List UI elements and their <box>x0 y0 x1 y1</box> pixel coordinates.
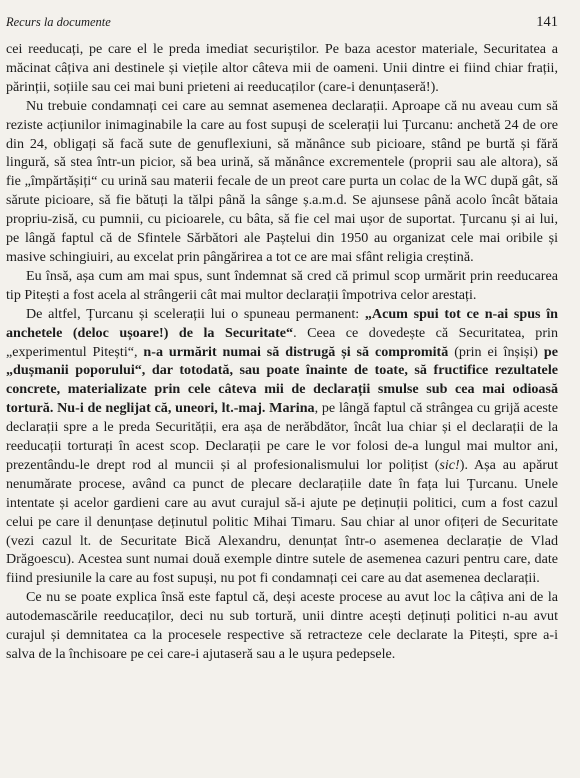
running-header <box>6 14 558 40</box>
text-segment: Ce nu se poate explica însă este faptul că, deși aceste procese au avut loc la câțiva ani de la autodemascările reeducaților, deci nu sub tortură, unii dintre acești deținuți politici n-au avut curajul și demnitatea ca la procesele respective să retracteze cele declarate la Pitești, spre a-i salva de la închisoare pe cei care-i ajutaseră sau a le ușura pedepsele. <box>6 589 558 662</box>
paragraph-p4 <box>6 305 558 589</box>
paragraph-p3 <box>6 267 558 305</box>
text-segment: n-a urmărit numai să distrugă și să compromită <box>143 343 449 360</box>
paragraph-p2 <box>6 97 558 267</box>
paragraph-p1 <box>6 40 558 97</box>
page-number: 141 <box>536 14 558 30</box>
text-segment: pe „dușmanii poporului“, dar totodată, sau poate înainte de toate, să fructifice rezultatele concrete, materializate prin cele câteva mii de declarații smulse sub cea mai odioasă tortură. Nu-i de neglijat că, uneori, lt.-maj. Marina <box>6 343 558 417</box>
running-title: Recurs la documente <box>6 15 111 29</box>
text-segment: De altfel, Țurcanu și scelerații lui o spuneau permanent: <box>26 305 365 322</box>
text-segment: ). Așa au apărut nenumărate procese, având ca punct de plecare declarațiile date în fața lui Țurcanu. Unele intentate și acelor gardieni care au avut curajul să-i ajute pe deținuții politici, cum a fost cazul celui pe care il denunțase deținutul politic Mihai Timaru. Sau chiar al unor ofițeri de Securitate (vezi cazul lt. de Securitate Bică Alexandru, denunțat într-o asemenea declarație de Vlad Drăgoescu). Acestea sunt numai două exemple dintre sutele de asemenea cazuri pentru care, date fiind presiunile la care au fost supuși, nu pot fi condamnați cei care au dat asemenea declarații. <box>6 456 558 587</box>
text-segment: , pe lângă faptul că strângea cu grijă aceste declarații spre a le preda Securității, era așa de nerăbdător, încât lua chiar și el declarații de la reeducații torturați în acest scop. Declarații pe care le vor folosi de-a lungul mai multor ani, prezentându-le drept rod al muncii și al profesionalismului lor polițist ( <box>6 400 558 473</box>
text-segment: Eu însă, așa cum am mai spus, sunt îndemnat să cred că primul scop urmărit prin reeducarea tip Pitești a fost acela al strângerii cât mai multor declarații împotriva celor arestați. <box>6 267 558 303</box>
text-segment: . Ceea ce dovedește că Securitatea, prin „experimentul Pitești“, <box>6 324 559 360</box>
text-segment: cei reeducați, pe care el le preda imediat securiștilor. Pe baza acestor materiale, Securitatea a măcinat câțiva ani destinele și viețile altor câteva mii de oameni. Unii dintre ei fiind chiar frații, părinții, soțiile sau cei mai buni prieteni ai reeducaților (care-i denunțaseră!). <box>6 41 558 95</box>
text-segment: Nu trebuie condamnați cei care au semnat asemenea declarații. Aproape că nu aveau cum să reziste acțiunilor inimaginabile la care au fost supuși de scelerații lui Țurcanu: anchetă 24 de ore din 24, obligați să facă sute de genuflexiuni, să mănânce sub picioare, stând pe burtă și fără lingură, să stea într-un picior, să bea urină, să mănânce excrementele (proprii sau ale altora), să fie „împărtășiți“ cu urină sau materii fecale de un preot care purta un colac de la WC după gât, să sărute picioare, să fie bătuți la tălpi până la sânge ș.a.m.d. Se ajunsese până acolo încât bătaia propriu-zisă, cu pumnii, cu picioarele, cu bâta, să fie cel mai ușor de suportat. Țurcanu și ai lui, pe lângă faptul că de Sfintele Sărbători ale Paștelui din 1950 au organizat cele mai oribile și masive schingiuiri, au excelat prin pângărirea a tot ce are mai sfânt religia creștină. <box>6 97 558 265</box>
paragraph-p5 <box>6 588 558 664</box>
text-segment: (prin ei înșiși) <box>448 343 544 360</box>
body-text <box>6 40 558 664</box>
text-segment: sic! <box>439 456 460 473</box>
text-segment: „Acum spui tot ce n-ai spus în anchetele (deloc ușoare!) de la Securitate“ <box>6 305 558 341</box>
